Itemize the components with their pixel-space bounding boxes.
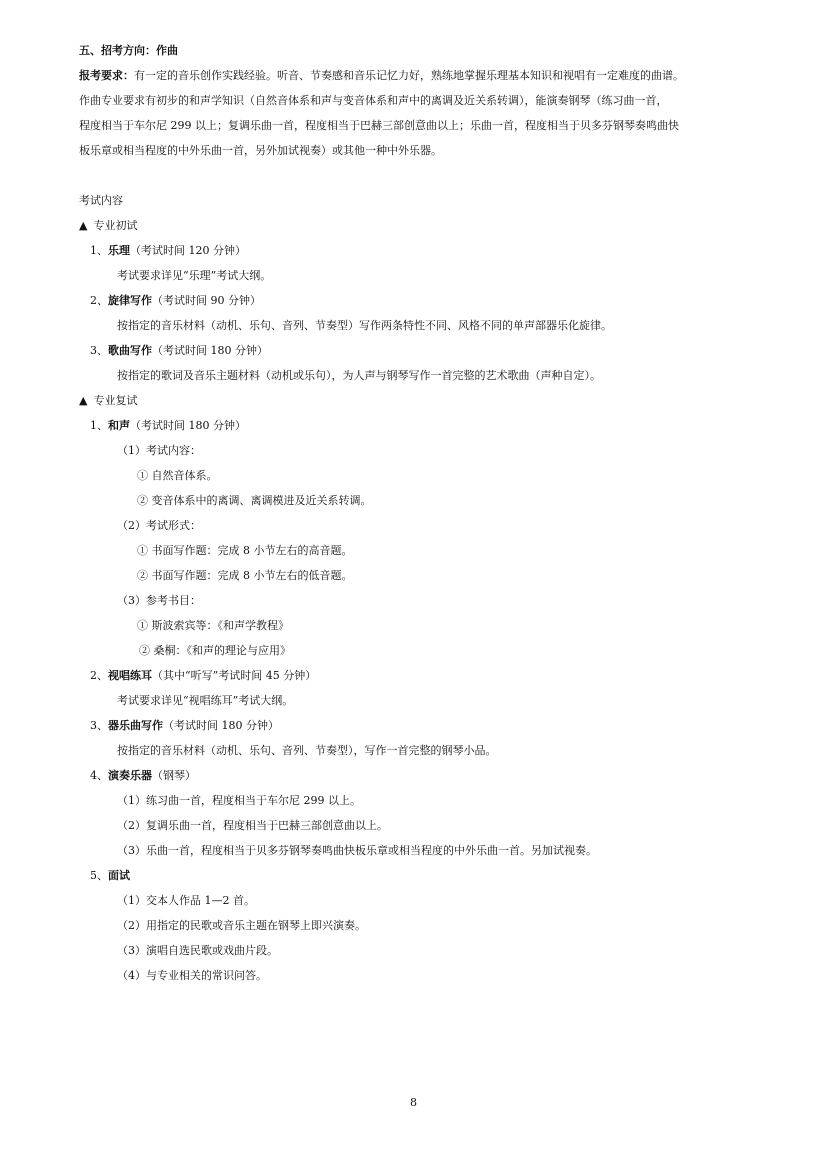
prelim-item-1-desc: 考试要求详见“乐理”考试大纲。 [117, 269, 272, 282]
harmony-content-label: （1）考试内容： [117, 444, 201, 457]
retest-item-instrumental [90, 718, 279, 734]
item-number: 3、 [90, 719, 108, 732]
exam-content-heading: 考试内容 [79, 194, 123, 207]
item-number: 4、 [90, 769, 108, 782]
item-number: 5、 [90, 869, 108, 882]
harmony-form-label: （2）考试形式： [117, 519, 201, 532]
requirements-line-1 [79, 68, 759, 84]
item-number: 1、 [90, 244, 108, 257]
item-detail: （考试时间 180 分钟） [130, 419, 246, 432]
retest-item-interview [90, 868, 130, 884]
requirements-line-2: 作曲专业要求有初步的和声学知识（自然音体系和声与变音体系和声中的离调及近关系转调），能演奏钢琴（练习曲一首， [79, 94, 668, 107]
item-name: 演奏乐器 [108, 769, 152, 782]
item-name: 视唱练耳 [108, 669, 152, 682]
harmony-books-label: （3）参考书目： [117, 594, 201, 607]
requirements-label: 报考要求： [79, 69, 134, 82]
prelim-item-3-desc: 按指定的歌词及音乐主题材料（动机或乐句），为人声与钢琴写作一首完整的艺术歌曲（声种自定）。 [117, 369, 601, 382]
interview-item: （4）与专业相关的常识问答。 [117, 969, 267, 982]
requirements-line-3: 程度相当于车尔尼 299 以上；复调乐曲一首，程度相当于巴赫三部创意曲以上；乐曲一首，程度相当于贝多芬钢琴奏鸣曲快 [79, 119, 679, 132]
harmony-book-item: ① 斯波索宾等：《和声学教程》 [137, 619, 289, 632]
page-number: 8 [410, 1096, 417, 1109]
item-name: 器乐曲写作 [108, 719, 163, 732]
item-detail: （考试时间 180 分钟） [152, 344, 268, 357]
retest-item-harmony [90, 418, 246, 434]
performance-item: （1）练习曲一首，程度相当于车尔尼 299 以上。 [117, 794, 361, 807]
harmony-content-item: ② 变音体系中的离调、离调模进及近关系转调。 [137, 494, 372, 507]
performance-item: （2）复调乐曲一首，程度相当于巴赫三部创意曲以上。 [117, 819, 388, 832]
item-name: 乐理 [108, 244, 130, 257]
item-detail: （钢琴） [152, 769, 196, 782]
item-number: 1、 [90, 419, 108, 432]
requirements-line-4: 板乐章或相当程度的中外乐曲一首，另外加试视奏）或其他一种中外乐器。 [79, 144, 442, 157]
retest-heading [79, 393, 137, 409]
prelim-heading [79, 218, 137, 234]
item-detail: （其中“听写”考试时间 45 分钟） [152, 669, 317, 682]
prelim-item-2 [90, 293, 261, 309]
interview-item: （3）演唱自选民歌或戏曲片段。 [117, 944, 278, 957]
retest-item-solfege [90, 668, 316, 684]
harmony-form-item: ② 书面写作题：完成 8 小节左右的低音题。 [137, 569, 353, 582]
item-name: 面试 [108, 869, 130, 882]
item-detail: （考试时间 90 分钟） [152, 294, 261, 307]
harmony-form-item: ① 书面写作题：完成 8 小节左右的高音题。 [137, 544, 353, 557]
harmony-book-item: ② 桑桐：《和声的理论与应用》 [139, 644, 291, 657]
prelim-heading-text: 专业初试 [93, 219, 138, 232]
item-name: 旋律写作 [108, 294, 152, 307]
item-detail: （考试时间 120 分钟） [130, 244, 246, 257]
triangle-marker-icon: ▲ [79, 219, 88, 232]
prelim-item-3 [90, 343, 268, 359]
item-number: 2、 [90, 294, 108, 307]
harmony-content-item: ① 自然音体系。 [137, 469, 218, 482]
solfege-desc: 考试要求详见“视唱练耳”考试大纲。 [117, 694, 294, 707]
instrumental-desc: 按指定的音乐材料（动机、乐句、音列、节奏型），写作一首完整的钢琴小品。 [117, 744, 497, 757]
retest-item-performance [90, 768, 196, 784]
item-detail: （考试时间 180 分钟） [163, 719, 279, 732]
interview-item: （1）交本人作品 1—2 首。 [117, 894, 255, 907]
prelim-item-2-desc: 按指定的音乐材料（动机、乐句、音列、节奏型）写作两条特性不同、风格不同的单声部器乐化旋律。 [117, 319, 612, 332]
requirements-text-1: 有一定的音乐创作实践经验。听音、节奏感和音乐记忆力好，熟练地掌握乐理基本知识和视唱有一定难度的曲谱。 [134, 69, 684, 82]
item-number: 2、 [90, 669, 108, 682]
triangle-marker-icon: ▲ [79, 394, 88, 407]
performance-item: （3）乐曲一首，程度相当于贝多芬钢琴奏鸣曲快板乐章或相当程度的中外乐曲一首。另加试视奏。 [117, 844, 597, 857]
retest-heading-text: 专业复试 [93, 394, 138, 407]
item-name: 和声 [108, 419, 130, 432]
prelim-item-1 [90, 243, 246, 259]
item-number: 3、 [90, 344, 108, 357]
interview-item: （2）用指定的民歌或音乐主题在钢琴上即兴演奏。 [117, 919, 366, 932]
section-title: 五、招考方向：作曲 [79, 44, 178, 57]
item-name: 歌曲写作 [108, 344, 152, 357]
